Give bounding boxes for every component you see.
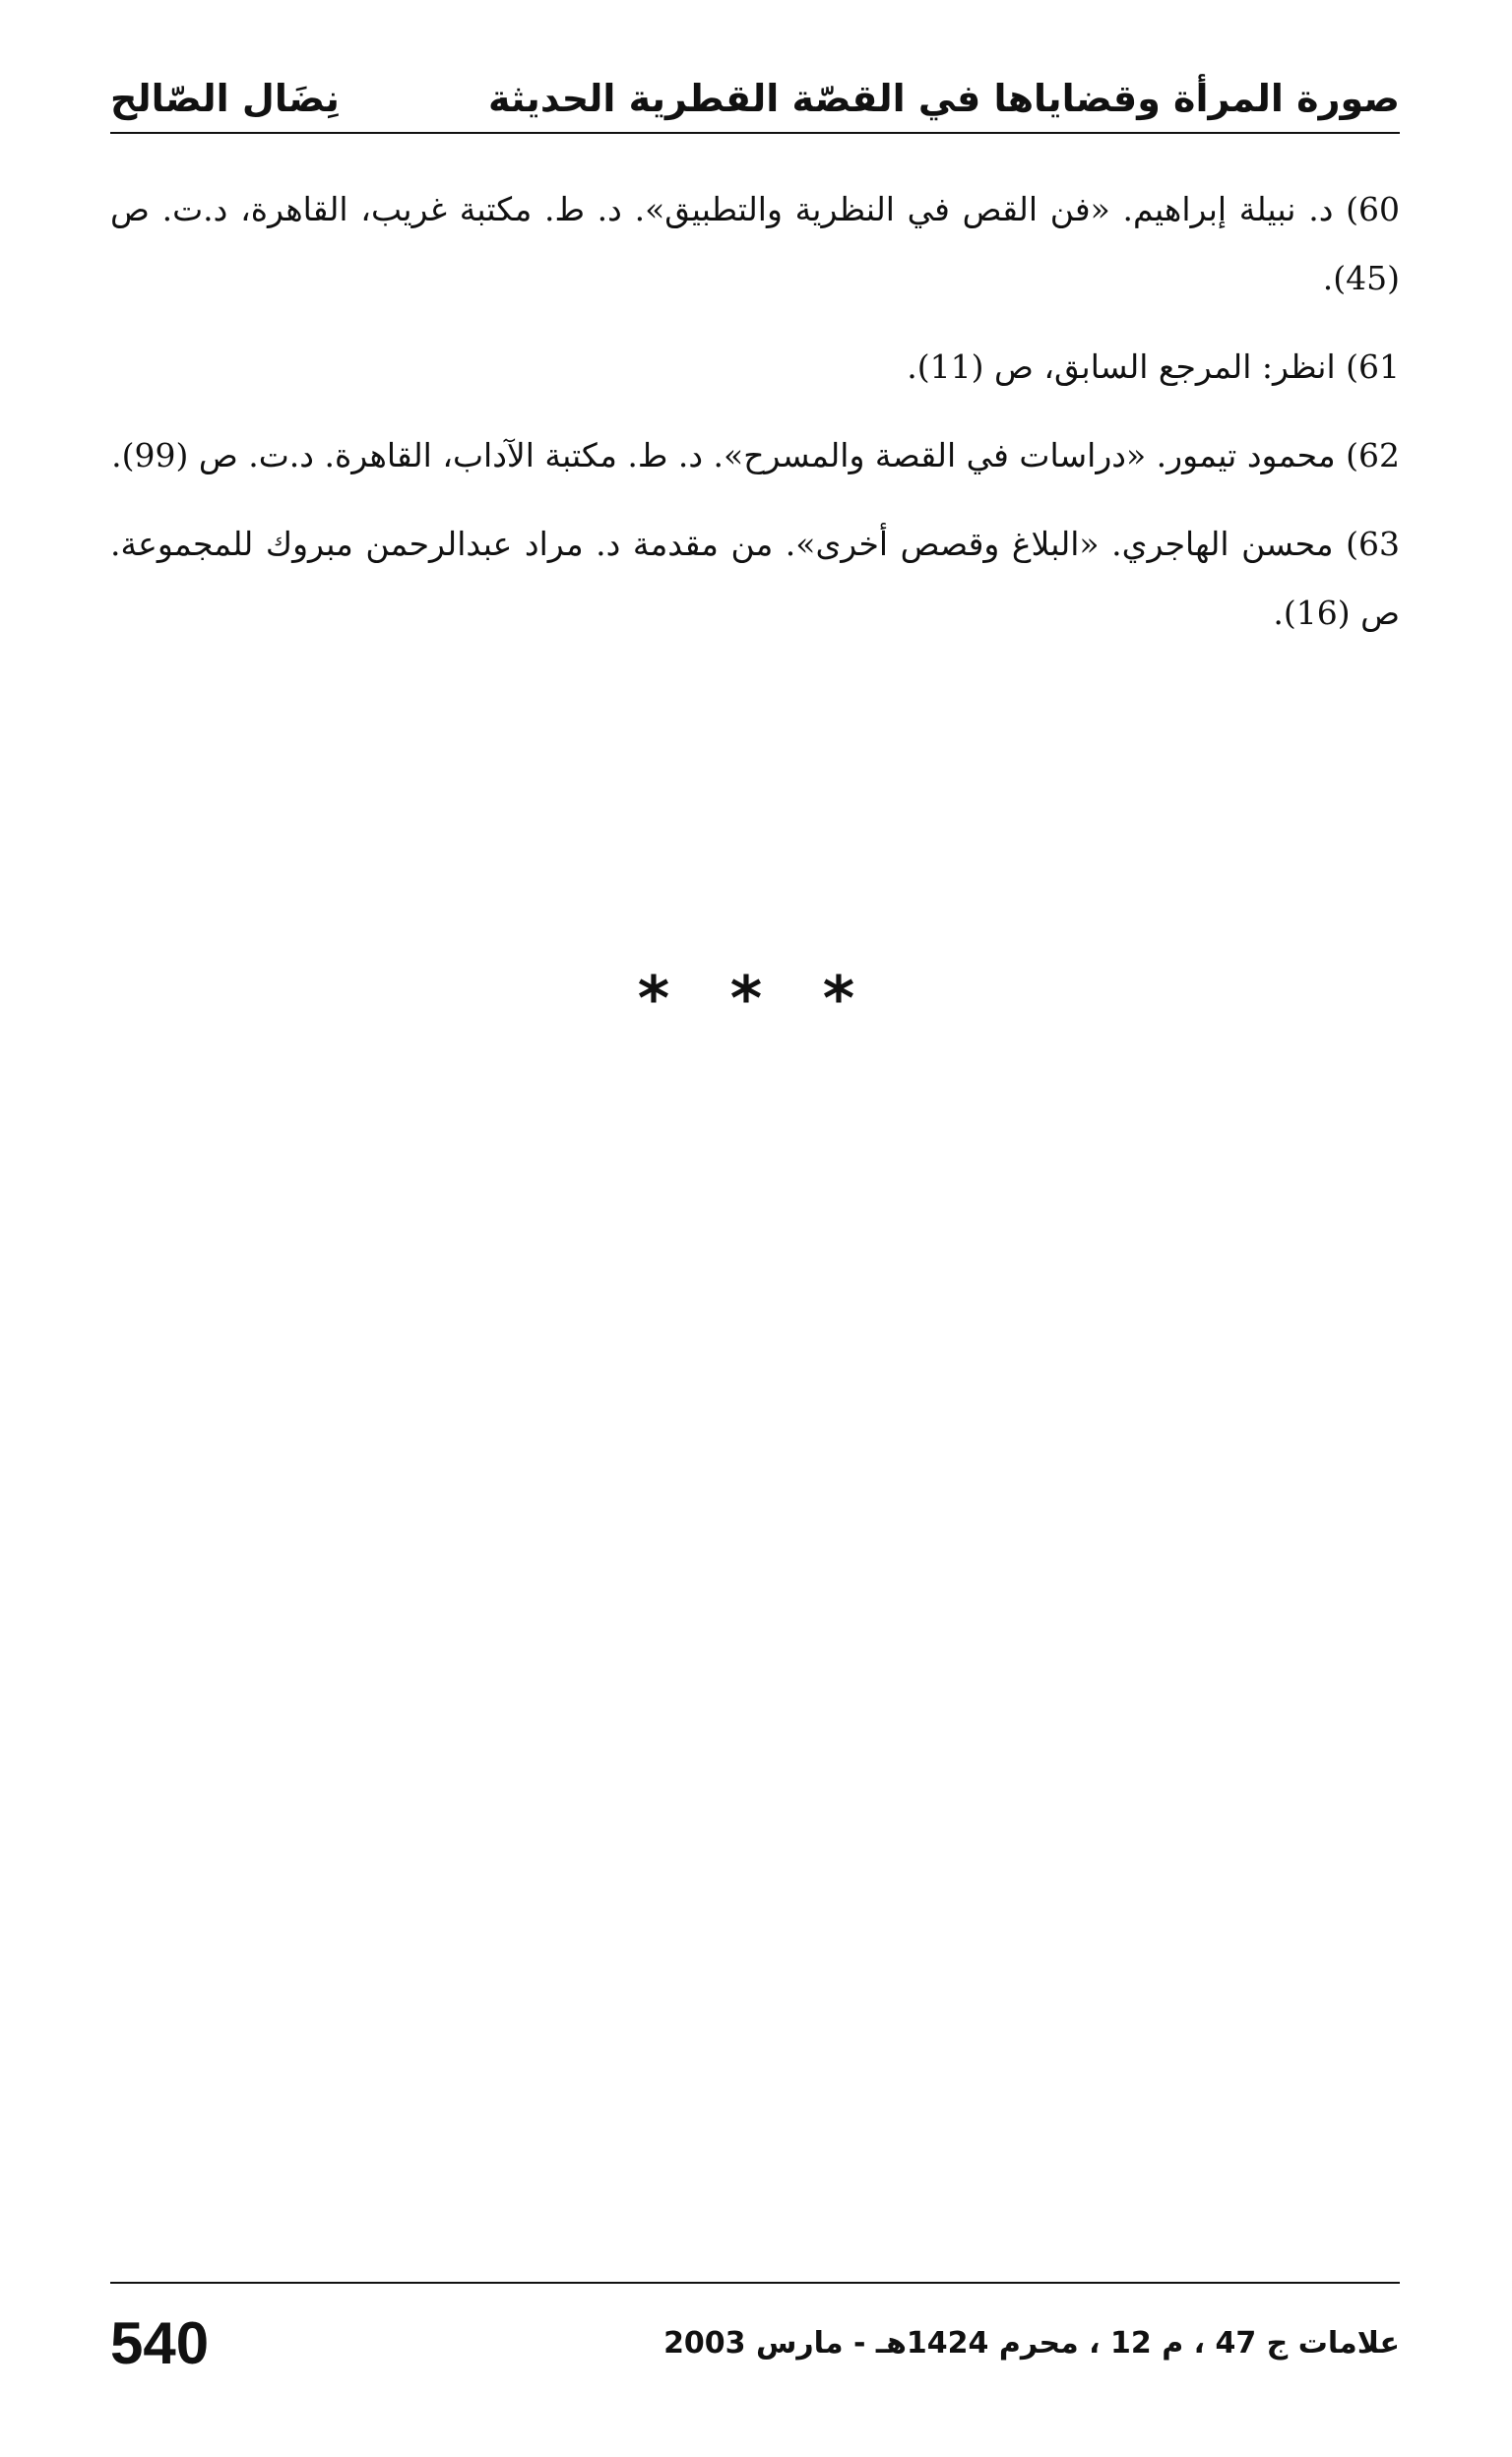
footnote-63: 63) محسن الهاجري. «البلاغ وقصص أخرى». من مقدمة د. مراد عبدالرحمن مبروك للمجموعة. ص (16). (110, 525, 1400, 632)
page-footer (110, 2303, 1400, 2382)
footer-divider (110, 2282, 1400, 2284)
running-header (110, 39, 1400, 134)
footnote-62: 62) محمود تيمور. «دراسات في القصة والمسرح». د. ط. مكتبة الآداب، القاهرة. د.ت. ص (99). (111, 436, 1400, 474)
section-ornament: * * * (637, 963, 875, 1035)
page-number: 540 (110, 2309, 210, 2376)
footnote-60: 60) د. نبيلة إبراهيم. «فن القص في النظرية والتطبيق». د. ط. مكتبة غريب، القاهرة، د.ت. ص (45). (110, 190, 1400, 297)
journal-issue-info: علامات ج 47 ، م 12 ، محرم 1424هـ - مارس 2003 (663, 2325, 1400, 2361)
footnote-61: 61) انظر: المرجع السابق، ص (11). (907, 347, 1400, 386)
running-author: نِضَال الصّالح (110, 77, 340, 121)
running-title: صورة المرأة وقضاياها في القصّة القطرية الحديثة (488, 77, 1400, 121)
footnotes-list (110, 175, 1400, 667)
